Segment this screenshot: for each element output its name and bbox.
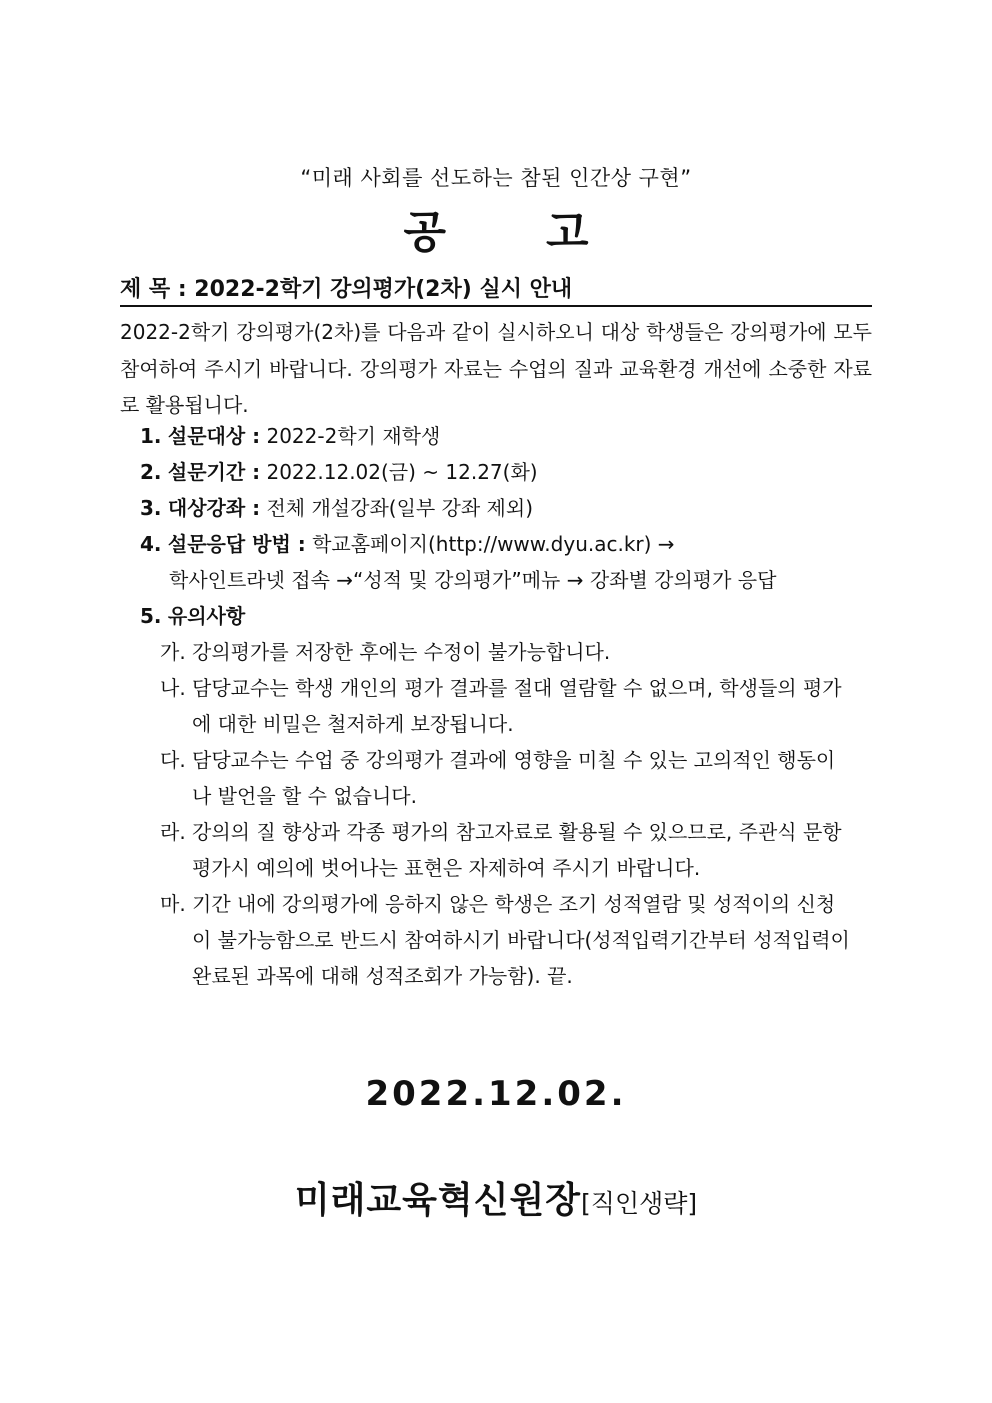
motto: “미래 사회를 선도하는 참된 인간상 구현” (300, 166, 692, 190)
signer (0, 1172, 992, 1223)
note-marker: 라. (160, 820, 186, 844)
item-courses (140, 492, 533, 521)
subject-line: 제 목 : 2022-2학기 강의평가(2차) 실시 안내 (120, 272, 872, 307)
note-item (160, 744, 872, 773)
seal-omitted-note: [직인생략] (581, 1189, 698, 1218)
item-number: 4. (140, 532, 162, 556)
note-text-continuation: 평가시 예의에 벗어나는 표현은 자제하여 주시기 바랍니다. (192, 856, 701, 880)
item-period (140, 456, 538, 485)
note-marker: 다. (160, 748, 186, 772)
item-label: 대상강좌 : (167, 496, 261, 520)
item-label: 설문대상 : (167, 424, 261, 448)
item-method (140, 528, 675, 557)
note-text: 담당교수는 학생 개인의 평가 결과를 절대 열람할 수 없으며, 학생들의 평가 (192, 676, 842, 700)
note-text: 담당교수는 수업 중 강의평가 결과에 영향을 미칠 수 있는 고의적인 행동이 (192, 748, 836, 772)
item-label: 설문기간 : (167, 460, 261, 484)
intro-paragraph: 2022-2학기 강의평가(2차)를 다음과 같이 실시하오니 대상 학생들은 강의평가에 모두 참여하여 주시기 바랍니다. 강의평가 자료는 수업의 질과 교육환경 개선에 소중한 자료로 활용됩니다. (120, 320, 872, 417)
item-method-continuation: 학사인트라넷 접속 →“성적 및 강의평가”메뉴 → 강좌별 강의평가 응답 (169, 568, 777, 592)
signer-name: 미래교육혁신원장 (294, 1180, 582, 1221)
item-value: 2022.12.02(금) ~ 12.27(화) (266, 460, 538, 484)
note-item (160, 672, 872, 701)
note-item (160, 636, 872, 665)
item-number: 5. (140, 604, 162, 628)
note-text-continuation: 이 불가능함으로 반드시 참여하시기 바랍니다(성적입력기간부터 성적입력이 (192, 928, 850, 952)
notice-title: 공고 (403, 207, 689, 258)
item-value: 학교홈페이지(http://www.dyu.ac.kr) → (312, 532, 675, 556)
item-number: 1. (140, 424, 162, 448)
item-number: 3. (140, 496, 162, 520)
note-item (160, 888, 872, 917)
note-text: 강의평가를 저장한 후에는 수정이 불가능합니다. (192, 640, 611, 664)
item-label: 유의사항 (167, 604, 246, 628)
item-target (140, 420, 440, 449)
notice-date: 2022.12.02. (365, 1074, 627, 1114)
item-value: 전체 개설강좌(일부 강좌 제외) (266, 496, 534, 520)
note-text: 기간 내에 강의평가에 응하지 않은 학생은 조기 성적열람 및 성적이의 신청 (192, 892, 836, 916)
note-text-continuation: 완료된 과목에 대해 성적조회가 가능함). 끝. (192, 964, 573, 988)
note-marker: 가. (160, 640, 186, 664)
note-text-continuation: 나 발언을 할 수 없습니다. (192, 784, 417, 808)
item-number: 2. (140, 460, 162, 484)
item-label: 설문응답 방법 : (167, 532, 306, 556)
item-notes (140, 600, 245, 629)
note-text: 강의의 질 향상과 각종 평가의 참고자료로 활용될 수 있으므로, 주관식 문항 (192, 820, 842, 844)
note-text-continuation: 에 대한 비밀은 철저하게 보장됩니다. (192, 712, 514, 736)
note-item (160, 816, 872, 845)
note-marker: 나. (160, 676, 186, 700)
item-value: 2022-2학기 재학생 (266, 424, 441, 448)
note-marker: 마. (160, 892, 186, 916)
